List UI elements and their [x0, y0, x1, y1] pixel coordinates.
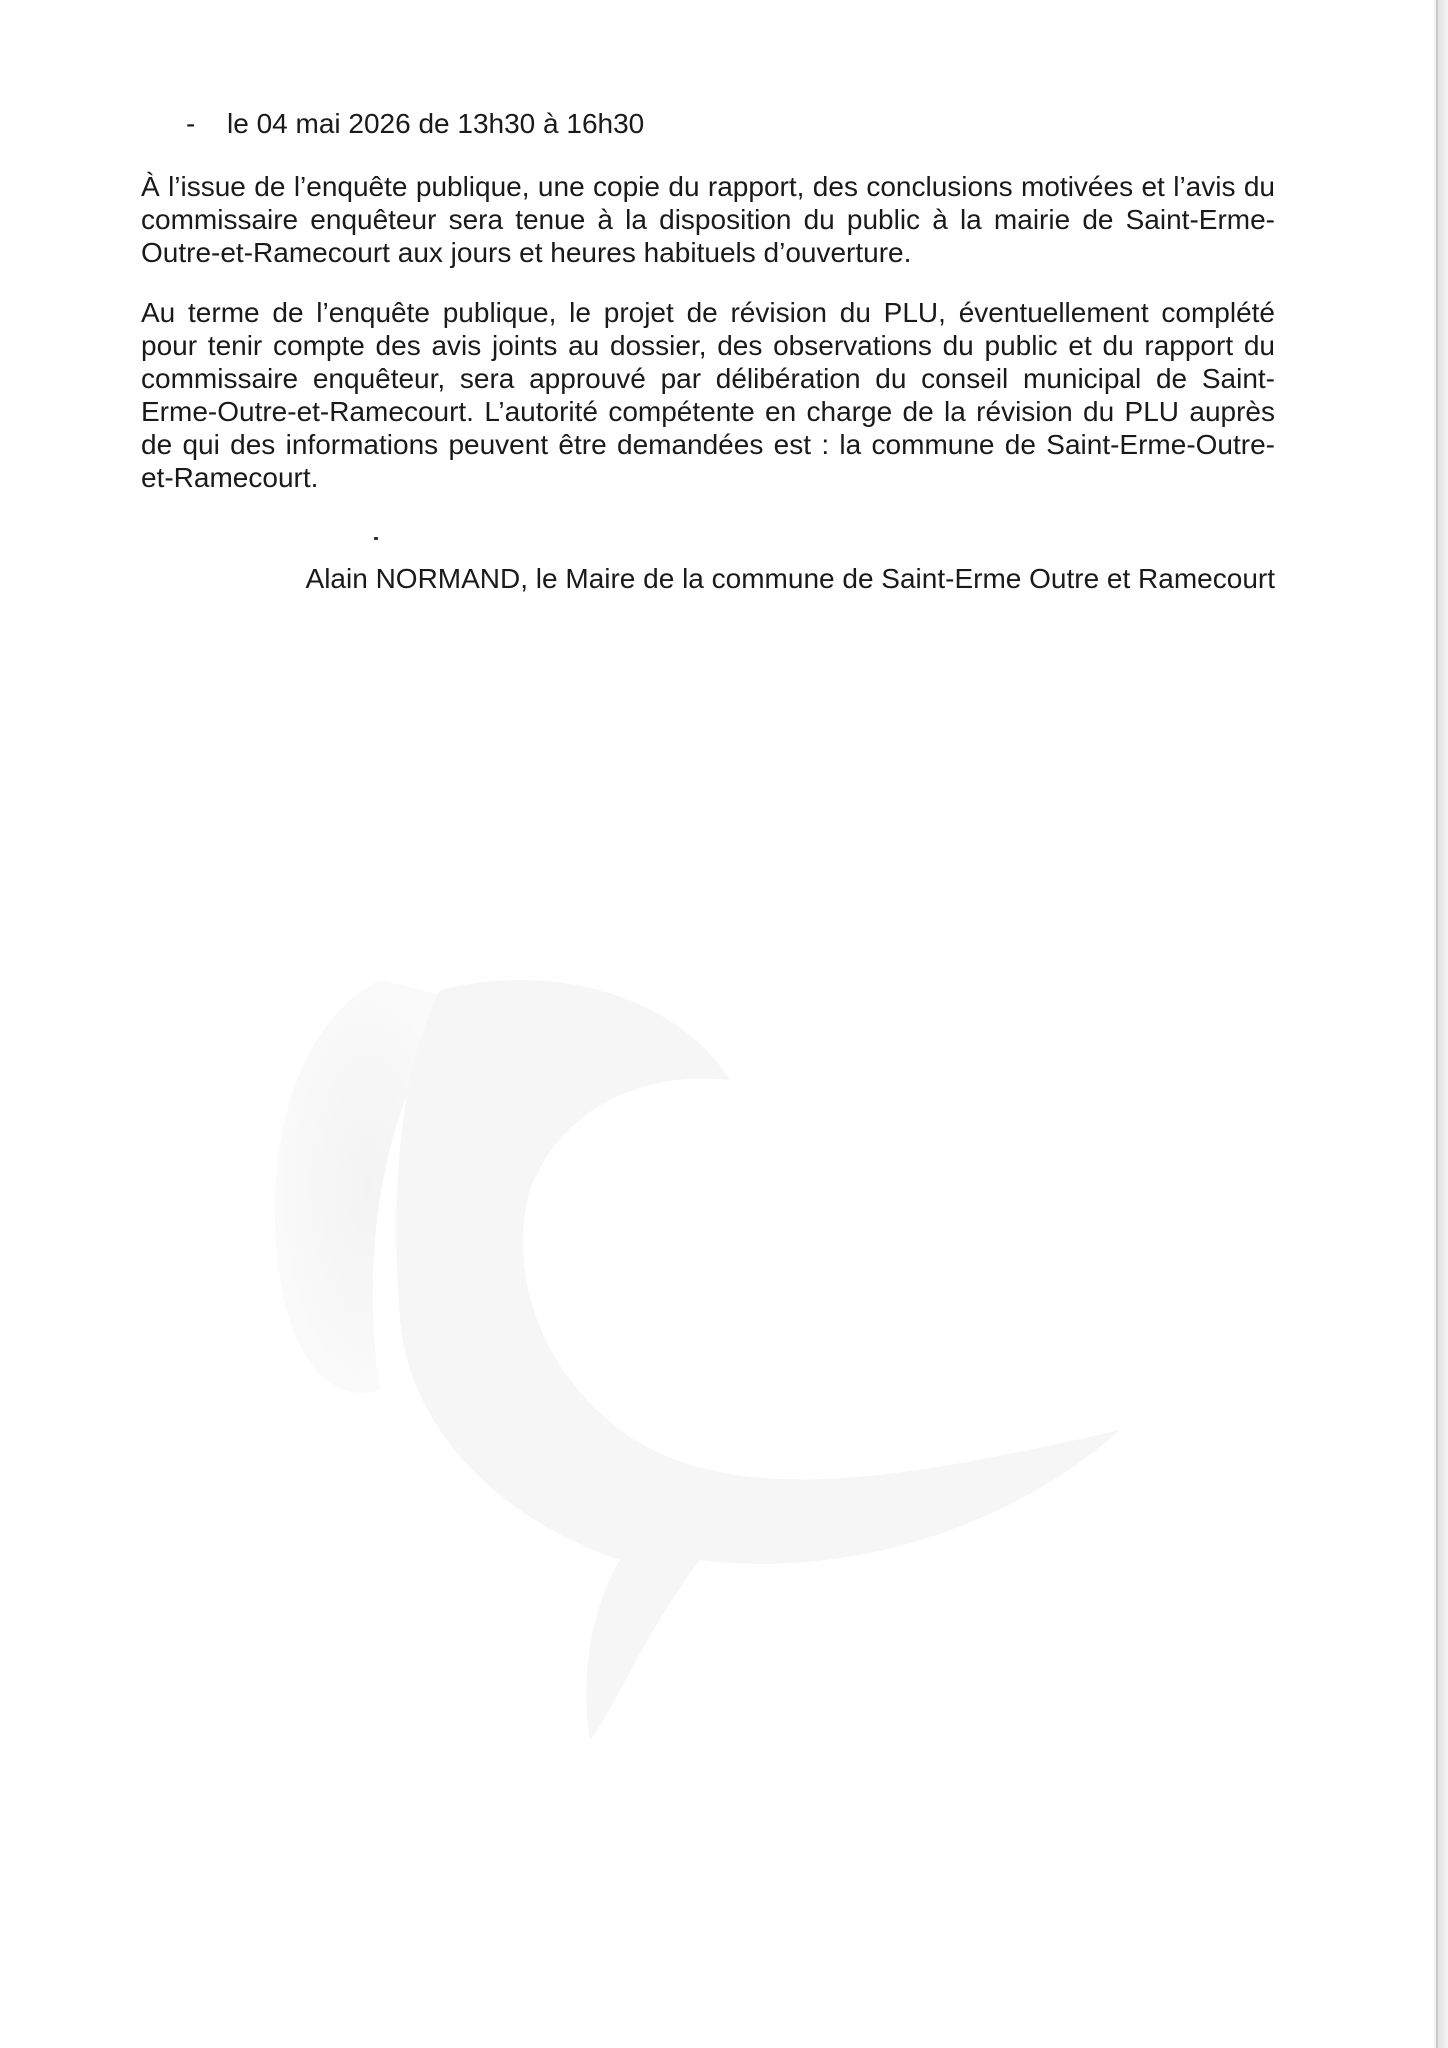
paragraph-report-availability: À l’issue de l’enquête publique, une copie du rapport, des conclusions motivées et l’avis du commissaire enquêteur sera tenue à la disposition du public à la mairie de Saint-Erme-Outre-et-Ramecourt aux jours et heures habituels d’ouverture.: [141, 171, 1275, 268]
schedule-date-text: le 04 mai 2026 de 13h30 à 16h30: [227, 108, 645, 139]
bleed-through-watermark: [260, 960, 1160, 1760]
list-bullet: -: [186, 108, 196, 139]
schedule-list-item: [141, 104, 1275, 144]
scan-edge-line: [1436, 0, 1438, 2048]
letter-body: [141, 104, 1275, 521]
paragraph-plu-approval: Au terme de l’enquête publique, le projet de révision du PLU, éventuellement complété pour tenir compte des avis joints au dossier, des observations du public et du rapport du commissaire enquêteur, sera approuvé par délibération du conseil municipal de Saint-Erme-Outre-et-Ramecourt. L’autorité compétente en charge de la révision du PLU auprès de qui des informations peuvent être demandées est : la commune de Saint-Erme-Outre-et-Ramecourt.: [141, 297, 1275, 493]
signature-line: Alain NORMAND, le Maire de la commune de Saint-Erme Outre et Ramecourt: [305, 563, 1275, 594]
scan-speck: [374, 537, 378, 540]
scan-edge-shadow: [1432, 0, 1448, 2048]
